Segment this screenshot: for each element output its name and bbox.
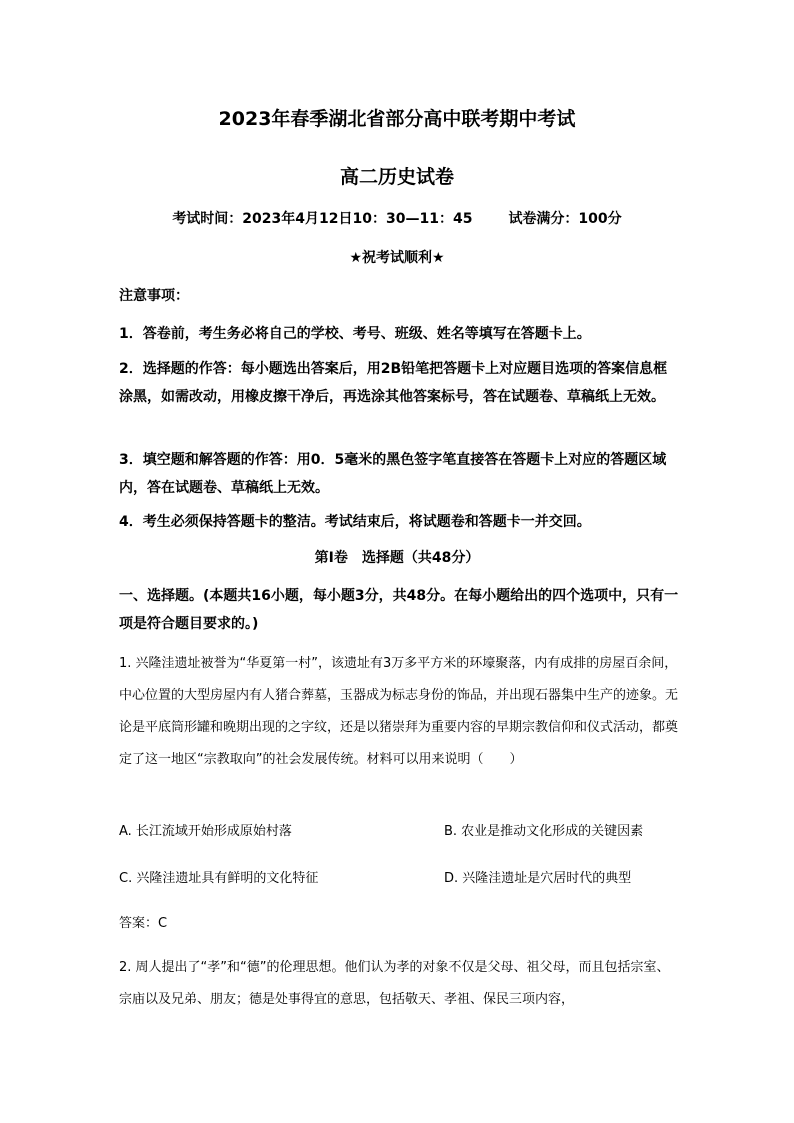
exam-time: 考试时间：2023年4月12日10：30—11：45 [172,211,473,227]
good-luck-line: ★祝考试顺利★ [349,250,445,266]
question-1-option-a: A. 长江流域开始形成原始村落 [119,824,292,839]
exam-info-line [0,208,794,228]
question-1-stem: 1. 兴隆洼遗址被誉为“华夏第一村”，该遗址有3万多平方米的环壕聚落，内有成排的房屋百余间，中心位置的大型房屋内有人猪合葬墓，玉器成为标志身份的饰品，并出现石器集中生产的迹象。无论是平底筒形罐和晚期出现的之字纹，还是以猪崇拜为重要内容的早期宗教信仰和仪式活动，都奠定了这一地区“宗教取向”的社会发展传统。材料可以用来说明（ ） [119,656,679,767]
section-instruction: 一、选择题。(本题共16小题，每小题3分，共48分。在每小题给出的四个选项中，只有一项是符合题目要求的。) [119,588,679,632]
question-1-option-c: C. 兴隆洼遗址具有鲜明的文化特征 [119,871,319,886]
note-item-1: 1．答卷前，考生务必将自己的学校、考号、班级、姓名等填写在答题卡上。 [119,326,591,342]
question-1-option-b: B. 农业是推动文化形成的关键因素 [444,824,644,839]
question-1-option-d: D. 兴隆洼遗址是穴居时代的典型 [444,871,632,886]
full-score: 试卷满分：100分 [508,211,622,227]
exam-subtitle: 高二历史试卷 [339,166,454,188]
section-title: 第Ⅰ卷 选择题（共48分） [314,550,480,566]
question-1-answer: 答案：C [119,916,168,931]
notes-heading: 注意事项： [119,288,189,304]
note-item-2: 2．选择题的作答：每小题选出答案后，用2B铅笔把答题卡上对应题目选项的答案信息框涂黑，如需改动，用橡皮擦干净后，再选涂其他答案标号，答在试题卷、草稿纸上无效。 [119,361,668,405]
exam-title: 2023年春季湖北省部分高中联考期中考试 [218,108,576,130]
note-item-4: 4．考生必须保持答题卡的整洁。考试结束后，将试题卷和答题卡一并交回。 [119,514,591,530]
note-item-3: 3．填空题和解答题的作答：用0．5毫米的黑色签字笔直接答在答题卡上对应的答题区域内，答在试题卷、草稿纸上无效。 [119,452,667,496]
question-2-stem: 2. 周人提出了“孝”和“德”的伦理思想。他们认为孝的对象不仅是父母、祖父母，而且包括宗室、宗庙以及兄弟、朋友；德是处事得宜的意思，包括敬天、孝祖、保民三项内容， [119,960,670,1007]
